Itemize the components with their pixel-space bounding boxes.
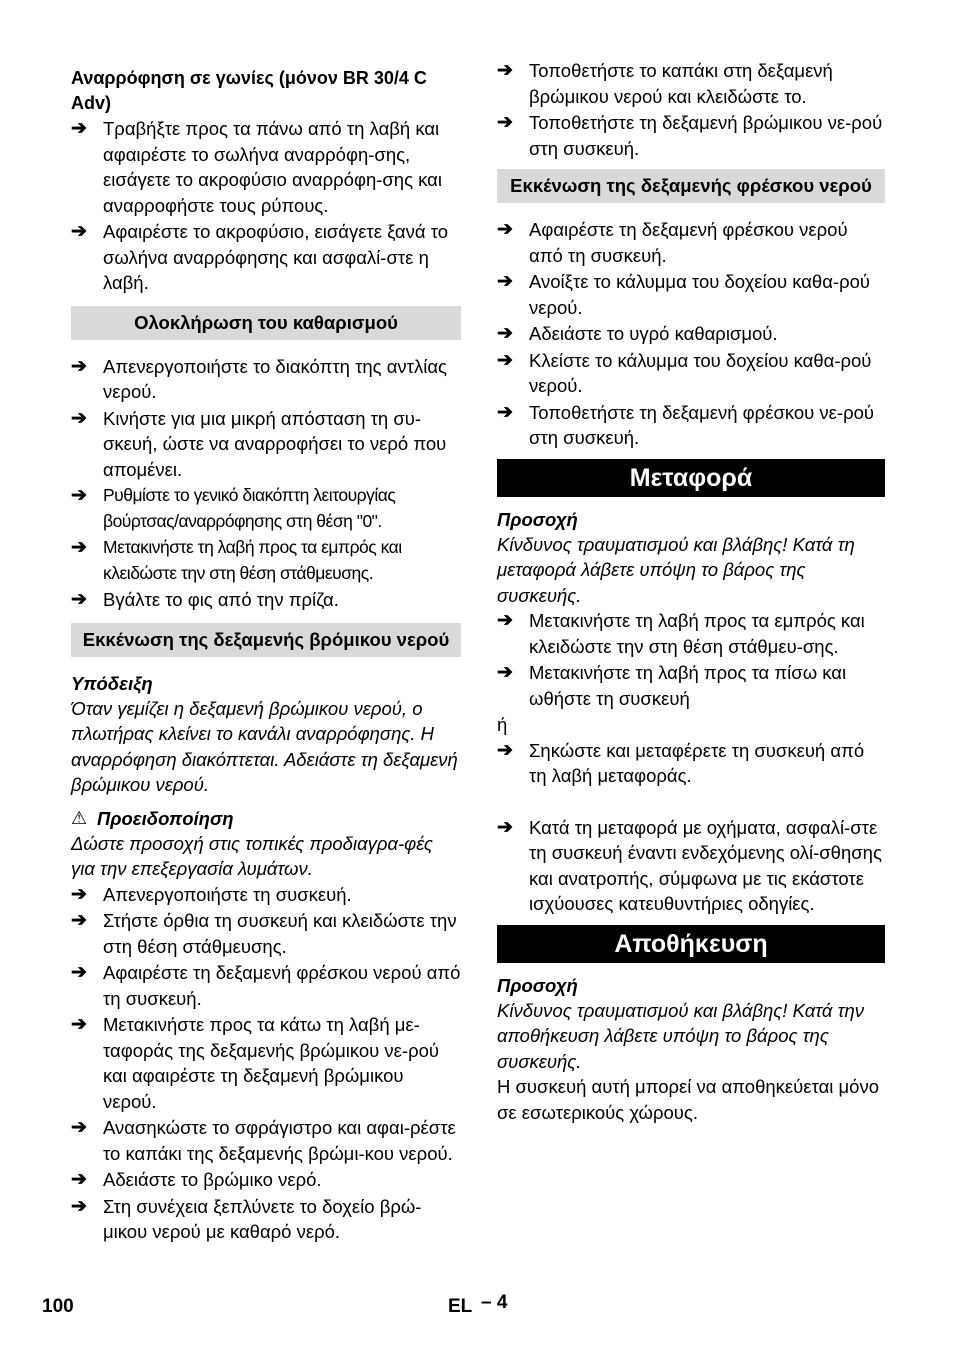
list-item: ➔ Ανασηκώστε το σφράγιστρο και αφαι-ρέστε το καπάκι της δεξαμενής βρώμι-κου νερού.	[71, 1115, 461, 1166]
list-item: ➔ Απενεργοποιήστε τη συσκευή.	[71, 882, 461, 908]
list-item: ➔ Βγάλτε το φις από την πρίζα.	[71, 587, 461, 613]
list-item: ➔ Ανοίξτε το κάλυμμα του δοχείου καθα-ρού νερού.	[497, 269, 885, 320]
caution-title: Προσοχή	[497, 508, 578, 530]
list-item: ➔ Τοποθετήστε το καπάκι στη δεξαμενή βρώμικου νερού και κλειδώστε το.	[497, 58, 885, 109]
arrow-right-icon: ➔	[497, 219, 513, 240]
arrow-right-icon: ➔	[497, 816, 513, 838]
arrow-right-icon: ➔	[71, 589, 87, 610]
list-item: ➔ Αφαιρέστε το ακροφύσιο, εισάγετε ξανά το σωλήνα αναρρόφησης και ασφαλί-στε η λαβή.	[71, 219, 461, 296]
arrow-right-icon: ➔	[497, 271, 513, 292]
arrow-right-icon: ➔	[497, 60, 513, 81]
arrow-right-icon: ➔	[71, 883, 87, 905]
caution-title: Προσοχή	[497, 974, 578, 996]
arrow-right-icon: ➔	[497, 662, 513, 683]
arrow-right-icon: ➔	[497, 610, 513, 631]
note-title: Υπόδειξη	[71, 672, 153, 694]
list-item: ➔ Αδειάστε το υγρό καθαρισμού.	[497, 321, 885, 347]
list-item: ➔ Κλείστε το κάλυμμα του δοχείου καθα-ρού νερού.	[497, 348, 885, 399]
list-item: ➔ Απενεργοποιήστε το διακόπτη της αντλίας νερού.	[71, 354, 461, 405]
section-heading-cleaning-complete: Ολοκλήρωση του καθαρισμού	[71, 306, 461, 340]
storage-text: Η συσκευή αυτή μπορεί να αποθηκεύεται μόνο σε εσωτερικούς χώρους.	[497, 1076, 880, 1123]
right-column	[497, 58, 885, 1125]
or-text: ή	[497, 714, 508, 735]
arrow-right-icon: ➔	[497, 739, 513, 761]
list-item: ➔ Στήστε όρθια τη συσκευή και κλειδώστε την στη θέση στάθμευσης.	[71, 908, 461, 959]
list-item: ➔ Μετακινήστε τη λαβή προς τα εμπρός και κλειδώστε την στη θέση στάθμευ-σης.	[497, 608, 885, 659]
list-item: ➔ Κατά τη μεταφορά με οχήματα, ασφαλί-στε τη συσκευή έναντι ενδεχόμενης ολί-σθησης και ανατροπής, σύμφωνα με τις εκάστοτε ισχύουσες κατευθυντήριες οδηγίες.	[497, 815, 885, 917]
list-item: ➔ Τραβήξτε προς τα πάνω από τη λαβή και αφαιρέστε το σωλήνα αναρρόφη-σης, εισάγετε το ακροφύσιο αναρρόφη-σης και αναρροφήστε τους ρύπους.	[71, 116, 461, 218]
chapter-heading-transport: Μεταφορά	[497, 459, 885, 497]
arrow-right-icon: ➔	[71, 221, 87, 242]
arrow-right-icon: ➔	[71, 118, 87, 139]
section-heading-empty-fresh-water: Εκκένωση της δεξαμενής φρέσκου νερού	[497, 169, 885, 203]
list-item: ➔ Μετακινήστε προς τα κάτω τη λαβή με-ταφοράς της δεξαμενής βρώμικου νε-ρού και αφαιρέστε τη δεξαμενή βρώμικου νερού.	[71, 1012, 461, 1114]
arrow-right-icon: ➔	[71, 407, 87, 429]
list-item: ➔ Κινήστε για μια μικρή απόσταση τη συ-σκευή, ώστε να αναρροφήσει το νερό που απομένει.	[71, 406, 461, 483]
chapter-heading-storage: Αποθήκευση	[497, 925, 885, 963]
arrow-right-icon: ➔	[71, 1195, 87, 1217]
arrow-right-icon: ➔	[497, 349, 513, 371]
section-heading-empty-dirty-water: Εκκένωση της δεξαμενής βρόμικου νερού	[71, 623, 461, 657]
arrow-right-icon: ➔	[71, 355, 87, 377]
arrow-right-icon: ➔	[71, 910, 87, 931]
sub-page-number: – 4	[481, 1292, 508, 1313]
arrow-right-icon: ➔	[71, 1117, 87, 1138]
warning-heading: ⚠ Προειδοποίηση	[71, 807, 234, 829]
arrow-right-icon: ➔	[497, 112, 513, 133]
arrow-right-icon: ➔	[71, 1169, 87, 1190]
page-number: 100	[42, 1296, 74, 1317]
list-item: ➔ Αφαιρέστε τη δεξαμενή φρέσκου νερού από τη συσκευή.	[71, 960, 461, 1011]
note-text: Όταν γεμίζει η δεξαμενή βρώμικου νερού, ο πλωτήρας κλείνει το κανάλι αναρρόφησης. Η αναρρόφηση διακόπτεται. Αδειάστε τη δεξαμενή βρώμικου νερού.	[71, 697, 458, 795]
arrow-right-icon: ➔	[71, 1014, 87, 1035]
list-item: ➔ Αφαιρέστε τη δεξαμενή φρέσκου νερού από τη συσκευή.	[497, 217, 885, 268]
arrow-right-icon: ➔	[71, 537, 87, 558]
arrow-right-icon: ➔	[71, 962, 87, 983]
caution-text: Κίνδυνος τραυματισμού και βλάβης! Κατά την αποθήκευση λάβετε υπόψη το βάρος της συσκευής.	[497, 999, 865, 1072]
list-item: ➔ Μετακινήστε τη λαβή προς τα εμπρός και κλειδώστε την στη θέση στάθμευσης.	[71, 535, 461, 586]
subheading-corner-suction: Αναρρόφηση σε γωνίες (μόνον BR 30/4 C Adv)	[71, 68, 427, 113]
list-item: ➔ Ρυθμίστε το γενικό διακόπτη λειτουργίας βούρτσας/αναρρόφησης στη θέση "0".	[71, 483, 461, 534]
list-item: ➔ Τοποθετήστε τη δεξαμενή βρώμικου νε-ρού στη συσκευή.	[497, 110, 885, 161]
list-item: ➔ Σηκώστε και μεταφέρετε τη συσκευή από τη λαβή μεταφοράς.	[497, 738, 885, 789]
left-column	[71, 58, 461, 1246]
list-item: ➔ Στη συνέχεια ξεπλύνετε το δοχείο βρώ-μικου νερού με καθαρό νερό.	[71, 1194, 461, 1245]
language-code: EL	[448, 1296, 473, 1317]
list-item: ➔ Τοποθετήστε τη δεξαμενή φρέσκου νε-ρού στη συσκευή.	[497, 400, 885, 451]
list-item: ➔ Μετακινήστε τη λαβή προς τα πίσω και ωθήστε τη συσκευή	[497, 660, 885, 711]
arrow-right-icon: ➔	[497, 323, 513, 344]
warning-triangle-icon: ⚠	[71, 807, 88, 828]
warning-text: Δώστε προσοχή στις τοπικές προδιαγρα-φές για την επεξεργασία λυμάτων.	[71, 832, 433, 879]
arrow-right-icon: ➔	[71, 485, 87, 506]
list-item: ➔ Αδειάστε το βρώμικο νερό.	[71, 1167, 461, 1193]
arrow-right-icon: ➔	[497, 401, 513, 423]
caution-text: Κίνδυνος τραυματισμού και βλάβης! Κατά τη μεταφορά λάβετε υπόψη το βάρος της συσκευής.	[497, 533, 855, 606]
